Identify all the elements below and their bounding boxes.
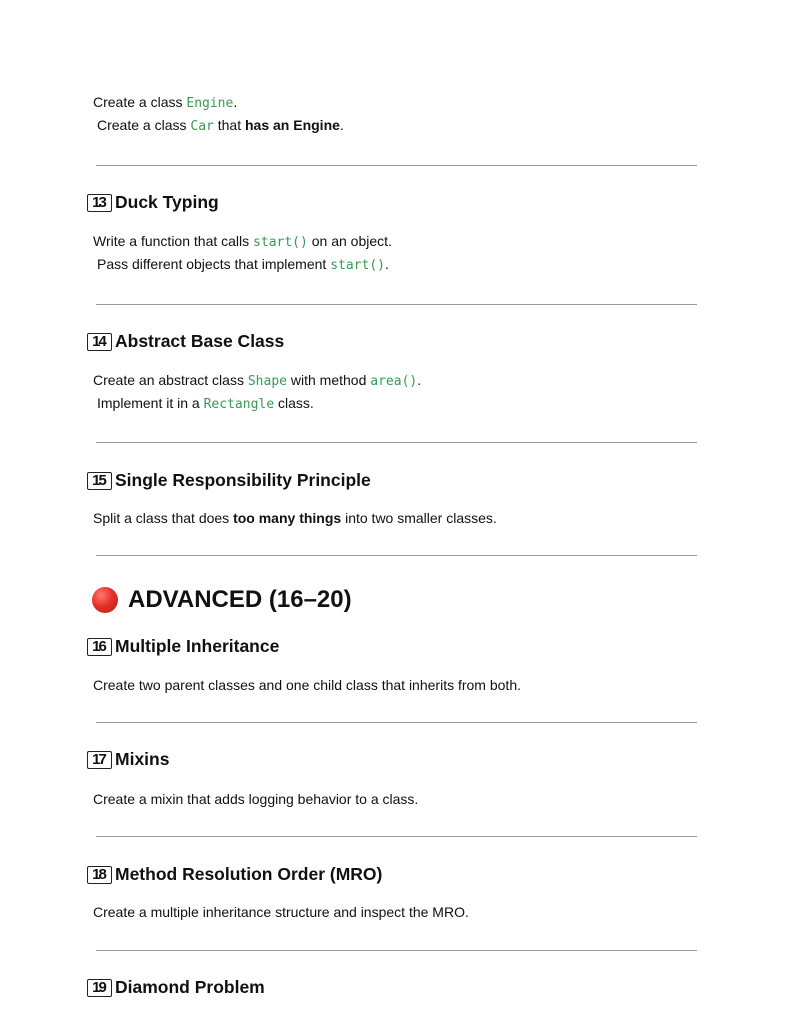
divider <box>96 165 697 166</box>
code-engine: Engine <box>186 96 234 111</box>
red-circle-icon <box>92 587 118 613</box>
heading-mro <box>87 864 382 885</box>
section-title: ADVANCED (16–20) <box>128 586 352 613</box>
heading-title: Abstract Base Class <box>115 331 285 351</box>
divider <box>96 304 697 305</box>
heading-title: Duck Typing <box>115 192 219 212</box>
item16-text: Create two parent classes and one child class that inherits from both. <box>93 677 521 693</box>
heading-title: Single Responsibility Principle <box>115 470 371 490</box>
item18-text: Create a multiple inheritance structure and inspect the MRO. <box>93 904 469 920</box>
item12-line1: Create a class Engine. <box>93 94 238 111</box>
heading-diamond-problem <box>87 977 265 998</box>
item14-line2: Implement it in a Rectangle class. <box>97 395 314 412</box>
divider <box>96 555 697 556</box>
heading-title: Multiple Inheritance <box>115 636 280 656</box>
code-car: Car <box>190 119 214 134</box>
number-14-icon: 14 <box>87 333 112 351</box>
heading-single-responsibility <box>87 470 371 491</box>
number-18-icon: 18 <box>87 866 112 884</box>
item15-line1: Split a class that does too many things into two smaller classes. <box>93 510 497 526</box>
item12-line2: Create a class Car that has an Engine. <box>97 117 344 134</box>
divider <box>96 836 697 837</box>
number-15-icon: 15 <box>87 472 112 490</box>
item13-line2: Pass different objects that implement start(). <box>97 256 389 273</box>
item17-text: Create a mixin that adds logging behavior to a class. <box>93 791 419 807</box>
number-13-icon: 13 <box>87 194 112 212</box>
heading-mixins <box>87 749 169 770</box>
number-17-icon: 17 <box>87 751 112 769</box>
code-area: area() <box>370 374 418 389</box>
heading-duck-typing <box>87 192 219 213</box>
divider <box>96 442 697 443</box>
number-19-icon: 19 <box>87 979 112 997</box>
section-advanced <box>92 586 352 614</box>
code-start: start() <box>253 235 308 250</box>
heading-title: Mixins <box>115 749 170 769</box>
divider <box>96 722 697 723</box>
code-rectangle: Rectangle <box>203 397 275 412</box>
number-16-icon: 16 <box>87 638 112 656</box>
code-shape: Shape <box>247 374 287 389</box>
divider <box>96 950 697 951</box>
heading-abstract-base-class <box>87 331 284 352</box>
heading-multiple-inheritance <box>87 636 279 657</box>
item13-line1: Write a function that calls start() on an object. <box>93 233 392 250</box>
heading-title: Diamond Problem <box>115 977 265 997</box>
code-start: start() <box>330 258 385 273</box>
heading-title: Method Resolution Order (MRO) <box>115 864 383 884</box>
item14-line1: Create an abstract class Shape with method area(). <box>93 372 422 389</box>
